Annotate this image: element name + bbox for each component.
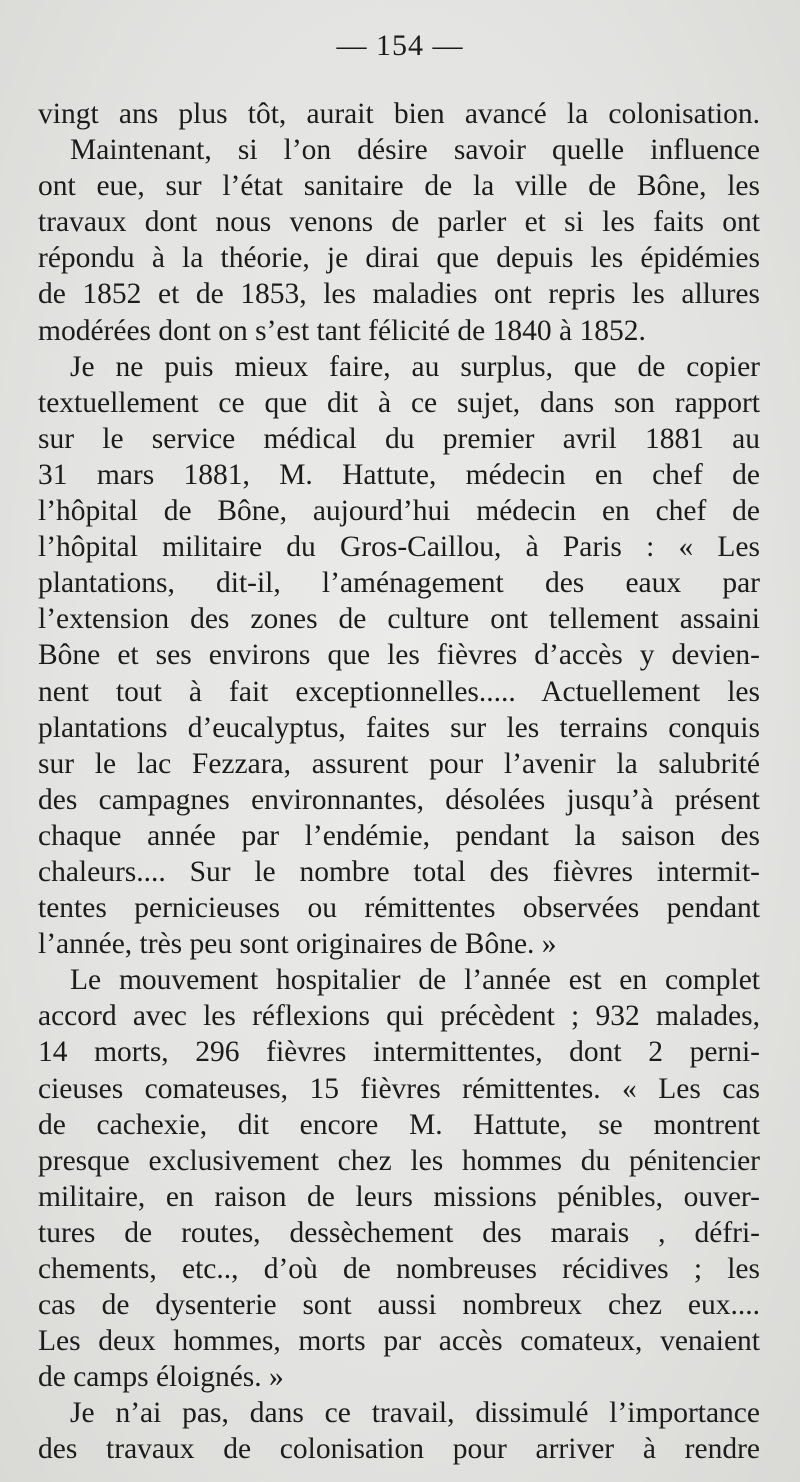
text-line: militaire, en raison de leurs missions pénibles, ouver-	[38, 1180, 760, 1213]
text-line: presque exclusivement chez les hommes du pénitencier	[38, 1144, 760, 1177]
text-line: l’hôpital militaire du Gros-Caillou, à Paris : « Les	[38, 531, 760, 564]
text-line: Maintenant, si l’on désire savoir quelle influence	[70, 134, 760, 167]
text-line: de cachexie, dit encore M. Hattute, se montrent	[38, 1108, 760, 1141]
text-line: plantations d’eucalyptus, faites sur les terrains conquis	[38, 711, 760, 744]
text-line: cas de dysenterie sont aussi nombreux chez eux....	[38, 1289, 760, 1322]
text-line: Les deux hommes, morts par accès comateux, venaient	[38, 1325, 760, 1358]
text-line: l’hôpital de Bône, aujourd’hui médecin en chef de	[38, 495, 760, 528]
text-line: chaleurs.... Sur le nombre total des fièvres intermit-	[38, 855, 760, 888]
text-line: vingt ans plus tôt, aurait bien avancé la colonisation.	[38, 98, 760, 130]
text-line: Je ne puis mieux faire, au surplus, que de copier	[70, 350, 760, 383]
text-line: 31 mars 1881, M. Hattute, médecin en chef de	[38, 458, 760, 491]
text-line: sur le service médical du premier avril 1881 au	[38, 422, 760, 455]
text-line: nent tout à fait exceptionnelles..... Actuellement les	[38, 675, 760, 708]
text-line: travaux dont nous venons de parler et si les faits ont	[38, 206, 760, 239]
text-line: tures de routes, dessèchement des marais , défri-	[38, 1216, 760, 1249]
text-line: modérées dont on s’est tant félicité de 1840 à 1852.	[38, 314, 646, 347]
text-line: Le mouvement hospitalier de l’année est en complet	[70, 964, 760, 997]
text-line: des campagnes environnantes, désolées jusqu’à présent	[38, 783, 760, 816]
text-line: Bône et ses environs que les fièvres d’accès y devien-	[38, 639, 760, 672]
text-line: l’année, très peu sont originaires de Bône. »	[38, 928, 557, 961]
text-line: répondu à la théorie, je dirai que depuis les épidémies	[38, 242, 760, 275]
text-line: ont eue, sur l’état sanitaire de la ville de Bône, les	[38, 170, 760, 203]
text-line: 14 morts, 296 fièvres intermittentes, dont 2 perni-	[38, 1036, 760, 1069]
text-line: tentes pernicieuses ou rémittentes observées pendant	[38, 892, 760, 925]
text-line: plantations, dit-il, l’aménagement des eaux par	[38, 567, 760, 600]
text-line: des travaux de colonisation pour arriver à rendre	[38, 1433, 760, 1466]
text-line: sur le lac Fezzara, assurent pour l’avenir la salubrité	[38, 747, 760, 780]
text-line: chements, etc.., d’où de nombreuses récidives ; les	[38, 1253, 760, 1285]
text-line: cieuses comateuses, 15 fièvres rémittentes. « Les cas	[38, 1072, 760, 1105]
text-line: de 1852 et de 1853, les maladies ont repris les allures	[38, 278, 760, 311]
body-text	[38, 96, 760, 1468]
text-line: accord avec les réflexions qui précèdent ; 932 malades,	[38, 1000, 760, 1033]
text-line: chaque année par l’endémie, pendant la saison des	[38, 819, 760, 852]
text-line: Je n’ai pas, dans ce travail, dissimulé l’importance	[70, 1397, 760, 1430]
text-line: de camps éloignés. »	[38, 1361, 284, 1394]
text-line: l’extension des zones de culture ont tellement assaini	[38, 603, 760, 636]
page-number: — 154 —	[336, 29, 464, 62]
text-line: textuellement ce que dit à ce sujet, dans son rapport	[38, 386, 760, 419]
